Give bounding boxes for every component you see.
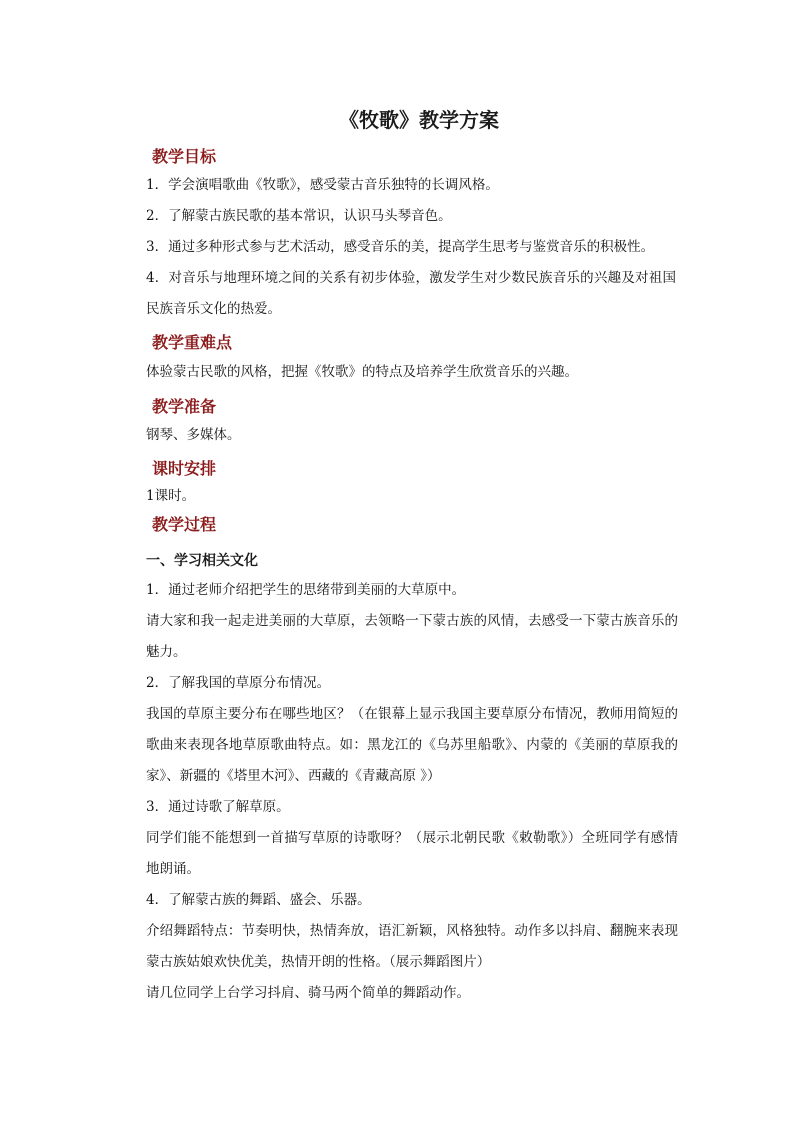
goal-item-1: 1．学会演唱歌曲《牧歌》，感受蒙古音乐独特的长调风格。 [146,177,499,193]
goal-item-4: 4．对音乐与地理环境之间的关系有初步体验，激发学生对少数民族音乐的兴趣及对祖国民族音乐文化的热爱。 [146,270,676,317]
heading-schedule: 课时安排 [152,459,217,478]
process-step-2: 2．了解我国的草原分布情况。 [146,675,331,691]
process-step-3: 3．通过诗歌了解草原。 [146,799,290,815]
schedule-text: 1课时。 [146,488,196,504]
difficulty-text: 体验蒙古民歌的风格，把握《牧歌》的特点及培养学生欣赏音乐的兴趣。 [146,364,578,380]
process-paragraph-4: 介绍舞蹈特点：节奏明快，热情奔放，语汇新颖，风格独特。动作多以抖肩、翻腕来表现蒙古族姑娘欢快优美，热情开朗的性格。（展示舞蹈图片） [146,923,678,970]
preparation-text: 钢琴、多媒体。 [146,427,241,443]
process-paragraph-5: 请几位同学上台学习抖肩、骑马两个简单的舞蹈动作。 [146,985,470,1001]
process-step-4: 4．了解蒙古族的舞蹈、盛会、乐器。 [146,892,371,908]
page-title: 《牧歌》教学方案 [339,108,499,132]
heading-preparation: 教学准备 [152,397,217,416]
heading-difficulty: 教学重难点 [152,333,233,352]
process-step-1: 1．通过老师介绍把学生的思绪带到美丽的大草原中。 [146,582,466,598]
goal-item-3: 3．通过多种形式参与艺术活动，感受音乐的美，提高学生思考与鉴赏音乐的积极性。 [146,239,655,255]
process-paragraph-2: 我国的草原主要分布在哪些地区？（在银幕上显示我国主要草原分布情况，教师用简短的歌曲来表现各地草原歌曲特点。如：黑龙江的《乌苏里船歌》、内蒙的《美丽的草原我的家》、新疆的《塔里木河》、西藏的《青藏高原 》） [146,706,678,784]
process-paragraph-3: 同学们能不能想到一首描写草原的诗歌呀？（展示北朝民歌《敕勒歌》）全班同学有感情地朗诵。 [146,830,678,877]
process-paragraph-1: 请大家和我一起走进美丽的大草原，去领略一下蒙古族的风情，去感受一下蒙古族音乐的魅力。 [146,613,678,660]
heading-goals: 教学目标 [152,147,217,166]
goal-item-2: 2．了解蒙古族民歌的基本常识，认识马头琴音色。 [146,208,452,224]
process-subheading-1: 一、学习相关文化 [146,553,258,569]
heading-process: 教学过程 [152,515,217,534]
